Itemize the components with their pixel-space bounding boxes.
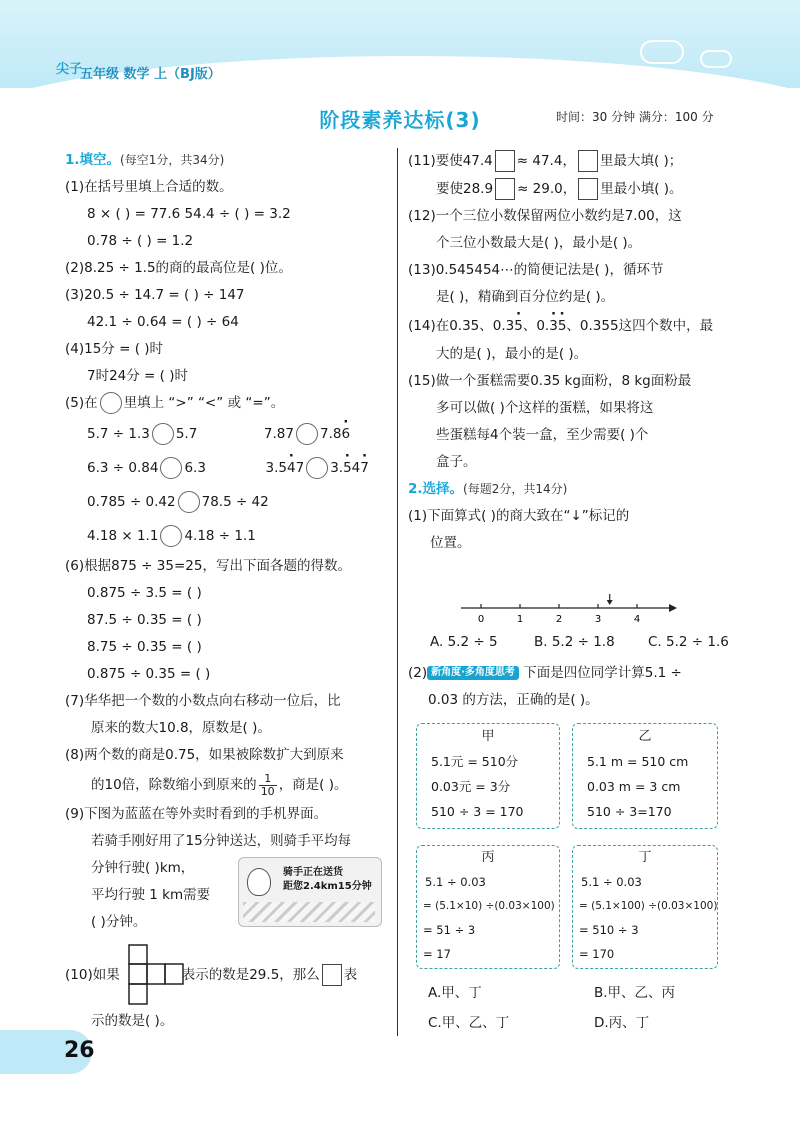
time-info: 时间：30 分钟 满分：100 分: [556, 110, 714, 124]
column-divider: [397, 148, 398, 1036]
question-line: ( )分钟。: [91, 914, 147, 930]
digit-square[interactable]: [495, 150, 515, 172]
axis-tick-label: 4: [633, 614, 641, 625]
option-c[interactable]: C. 5.2 ÷ 1.6: [648, 634, 729, 650]
question: (1)下面算式( )的商大致在“↓”标记的: [408, 508, 630, 524]
compare-row: 6.3 ÷ 0.84 6.3 3.54 ·7 3.5 ·47 ·: [65, 451, 390, 485]
page-number: 26: [64, 1038, 95, 1063]
question-line: 8 × ( ) = 77.6 54.4 ÷ ( ) = 3.2: [87, 206, 291, 222]
question: (6)根据875 ÷ 35=25，写出下面各题的得数。: [65, 558, 351, 574]
method-box-ding: [572, 845, 718, 969]
axis-tick-label: 0: [477, 614, 485, 625]
fraction: $\frac{1}{10}$: [260, 771, 275, 798]
question-line: 平均行驶 1 km需要: [91, 887, 211, 903]
box-line: = 170: [579, 947, 615, 961]
question-line: 0.03 的方法，正确的是( )。: [428, 692, 599, 708]
question-line: 0.875 ÷ 0.35 = ( ): [87, 666, 211, 682]
question-line: 些蛋糕每4个装一盒，至少需要( )个: [436, 427, 649, 443]
box-line: 0.03元 = 3分: [431, 779, 511, 794]
map-strip: [243, 902, 375, 922]
option-d[interactable]: D.丙、丁: [594, 1015, 650, 1031]
method-box-yi: [572, 723, 718, 829]
question: (3)20.5 ÷ 14.7 = ( ) ÷ 147: [65, 287, 245, 303]
question: (1)在括号里填上合适的数。: [65, 179, 233, 195]
question: (2) 新角度·多角度思考 下面是四位同学计算5.1 ÷: [408, 665, 682, 681]
axis-tick-label: 3: [594, 614, 602, 625]
box-line: = 17: [423, 947, 451, 961]
box-line: 510 ÷ 3=170: [587, 804, 672, 819]
question: (12)一个三位小数保留两位小数约是7.00，这: [408, 208, 682, 224]
question: (15)做一个蛋糕需要0.35 kg面粉，8 kg面粉最: [408, 373, 692, 389]
compare-circle[interactable]: [152, 423, 174, 445]
delivery-phone-screen: [238, 857, 382, 927]
question: (10)如果 表示的数是29.5，那么 表: [65, 962, 357, 989]
number-line: [457, 594, 679, 628]
box-line: = 51 ÷ 3: [423, 923, 476, 937]
box-title: 丁: [638, 850, 652, 865]
brand-logo: 尖子: [56, 62, 83, 77]
box-line: = 510 ÷ 3: [579, 923, 639, 937]
cloud-icon: [700, 50, 732, 68]
question: (9)下图为蓝蓝在等外卖时看到的手机界面。: [65, 806, 328, 822]
compare-circle[interactable]: [160, 525, 182, 547]
question: (5)在 里填上 “>” “<” 或 “=”。: [65, 390, 390, 417]
question-line: 8.75 ÷ 0.35 = ( ): [87, 639, 202, 655]
compare-circle[interactable]: [160, 457, 182, 479]
question: (14)在0.35、0.35 ·、0.3 ·5 ·、0.355这四个数中，最: [408, 311, 738, 341]
box-title: 丙: [481, 850, 495, 865]
question-line: 0.875 ÷ 3.5 = ( ): [87, 585, 202, 601]
question: (13)0.545454⋯的简便记法是( )，循环节: [408, 262, 664, 278]
choice-options: [430, 630, 729, 654]
option-a[interactable]: A.甲、丁: [428, 985, 482, 1001]
box-line: 0.03 m = 3 cm: [587, 779, 681, 794]
axis-tick-label: 1: [516, 614, 524, 625]
question: (7)华华把一个数的小数点向右移动一位后，比: [65, 693, 341, 709]
question-line: 87.5 ÷ 0.35 = ( ): [87, 612, 202, 628]
cloud-icon: [640, 40, 684, 64]
digit-square[interactable]: [578, 178, 598, 200]
down-arrow-head: [607, 600, 613, 605]
compare-row: 0.785 ÷ 0.42 78.5 ÷ 42: [65, 485, 390, 519]
question: (4)15分 = ( )时: [65, 341, 164, 357]
compare-circle[interactable]: [100, 392, 122, 414]
right-column: [408, 147, 738, 557]
question-line: 位置。: [430, 535, 471, 551]
compare-row: 5.7 ÷ 1.3 5.7 7.87 7.86 ·: [65, 417, 390, 451]
box-line: 5.1 ÷ 0.03: [581, 875, 642, 889]
cross-grid: [127, 944, 187, 1006]
question-line: 要使28.9 ≈ 29.0， 里最小填( )。: [408, 175, 738, 203]
answer-square[interactable]: [322, 964, 342, 986]
left-column: [65, 147, 390, 936]
new-angle-tag: 新角度·多角度思考: [427, 666, 519, 680]
question-line: 7时24分 = ( )时: [87, 368, 188, 384]
box-line: 5.1 ÷ 0.03: [425, 875, 486, 889]
compare-circle[interactable]: [178, 491, 200, 513]
option-a[interactable]: A. 5.2 ÷ 5: [430, 634, 498, 650]
question-line: 0.78 ÷ ( ) = 1.2: [87, 233, 194, 249]
box-line: 5.1 m = 510 cm: [587, 754, 689, 769]
rider-avatar-icon: [247, 868, 271, 896]
box-line: = (5.1×100) ÷(0.03×100): [579, 900, 718, 912]
question-line: 的10倍，除数缩小到原来的 $\frac{1}{10}$ ，商是( )。: [91, 771, 348, 798]
compare-circle[interactable]: [306, 457, 328, 479]
box-title: 乙: [638, 729, 652, 744]
question-line: 盒子。: [436, 454, 477, 470]
box-line: 510 ÷ 3 = 170: [431, 804, 524, 819]
option-b[interactable]: B.甲、乙、丙: [594, 985, 676, 1001]
box-line: 5.1元 = 510分: [431, 754, 519, 769]
axis-tick-label: 2: [555, 614, 563, 625]
question-line: 42.1 ÷ 0.64 = ( ) ÷ 64: [87, 314, 239, 330]
section-2-heading: 2.选择。(每题2分，共14分): [408, 481, 568, 497]
choice-options: [428, 978, 675, 1038]
question-line: 原来的数大10.8，原数是( )。: [91, 720, 271, 736]
question-line: 个三位小数最大是( )，最小是( )。: [436, 235, 642, 251]
option-c[interactable]: C.甲、乙、丁: [428, 1015, 510, 1031]
question-line: 示的数是( )。: [91, 1013, 174, 1029]
box-title: 甲: [481, 729, 495, 744]
series-label: 五年级 数学 上（BJ版）: [80, 67, 221, 82]
delivery-message: 骑手正在送货 距您2.4km15分钟: [283, 867, 372, 892]
question: (8)两个数的商是0.75，如果被除数扩大到原来: [65, 747, 344, 763]
question: (2)8.25 ÷ 1.5的商的最高位是( )位。: [65, 260, 292, 276]
compare-circle[interactable]: [296, 423, 318, 445]
option-b[interactable]: B. 5.2 ÷ 1.8: [534, 634, 615, 650]
question-line: 是( )，精确到百分位约是( )。: [436, 289, 615, 305]
question: (11)要使47.4 ≈ 47.4， 里最大填( )；: [408, 147, 738, 175]
method-box-bing: [416, 845, 560, 969]
question-line: 多可以做( )个这样的蛋糕，如果将这: [436, 400, 654, 416]
question-line: 大的是( )，最小的是( )。: [436, 346, 588, 362]
digit-square[interactable]: [578, 150, 598, 172]
question-line: 若骑手刚好用了15分钟送达，则骑手平均每: [91, 833, 352, 849]
digit-square[interactable]: [495, 178, 515, 200]
section-1-heading: 1.填空。(每空1分，共34分): [65, 152, 225, 168]
question-line: 分钟行驶( )km，: [91, 860, 195, 876]
box-line: = (5.1×10) ÷(0.03×100): [423, 900, 555, 912]
method-box-jia: [416, 723, 560, 829]
page-title: 阶段素养达标(3): [319, 108, 481, 132]
compare-row: 4.18 × 1.1 4.18 ÷ 1.1: [65, 519, 390, 553]
